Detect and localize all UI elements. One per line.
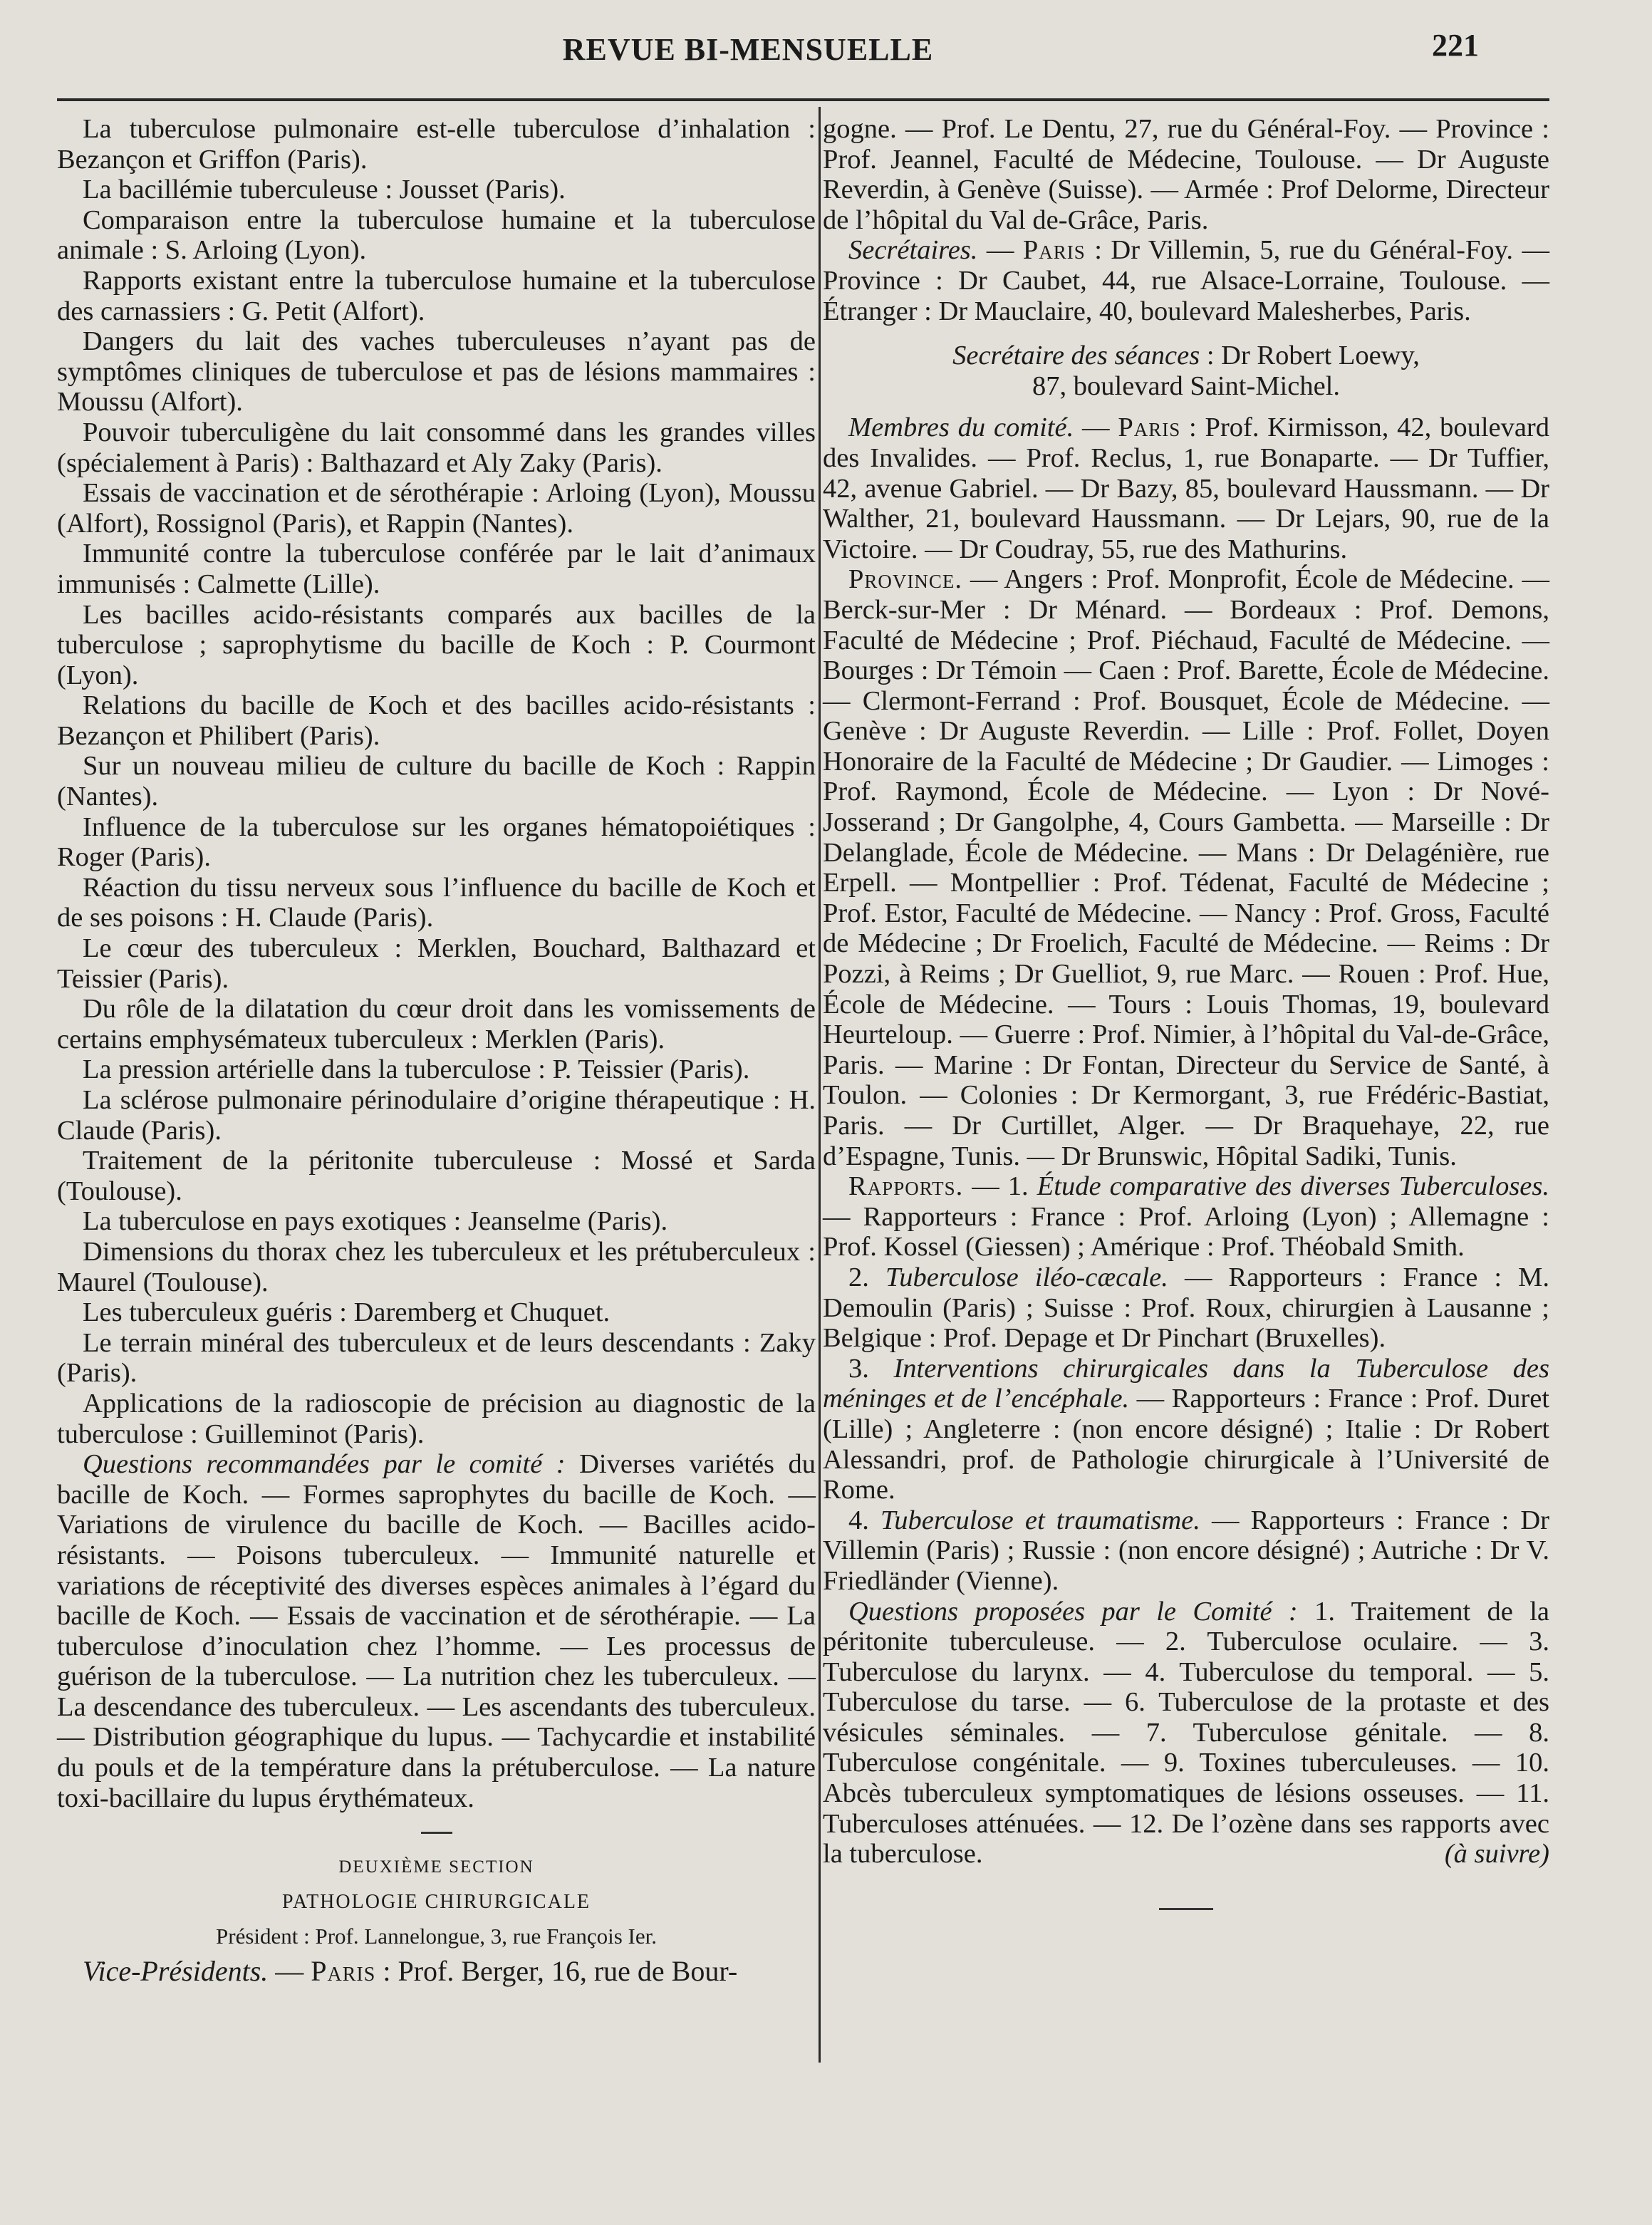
page-number: 221 <box>1432 28 1479 63</box>
left-column <box>57 114 816 1987</box>
secretaire-seances-label: Secrétaire des séances <box>952 341 1200 371</box>
proposed-questions <box>823 1597 1549 1869</box>
section-number: DEUXIÈME SECTION <box>338 1857 534 1877</box>
communication-item: Essais de vaccination et de sérothérapie : Arloing (Lyon), Moussu (Alfort), Rossignol (Paris), et Rappin (Nantes). <box>57 478 816 539</box>
section-president: Président : Prof. Lannelongue, 3, rue François Ier. <box>216 1924 657 1949</box>
communication-item: La sclérose pulmonaire périnodulaire d’origine thérapeutique : H. Claude (Paris). <box>57 1085 816 1146</box>
column-divider <box>819 107 821 2063</box>
communication-item: Relations du bacille de Koch et des bacilles acido-résistants : Bezançon et Philibert (Paris). <box>57 690 816 751</box>
communication-item: Le terrain minéral des tuberculeux et de leurs descendants : Zaky (Paris). <box>57 1327 816 1389</box>
rapport-4-title: Tuberculose et traumatisme. <box>880 1505 1200 1535</box>
communication-item: La tuberculose pulmonaire est-elle tuberculose d’inhalation : Bezançon et Griffon (Paris). <box>57 114 816 175</box>
vice-presidents-text: : Prof. Berger, 16, rue de Bour- <box>375 1955 738 1988</box>
membres-comite: Membres du comité. — Paris : Prof. Kirmisson, 42, boulevard des Invalides. — Prof. Reclus, 1, rue Bonaparte. — Dr Tuffier, 42, avenue Gabriel. — Dr Bazy, 85, boulevard Haussmann. — Dr Walther, 21, boulevard Haussmann. — Dr Lejars, 90, rue de la Victoire. — Dr Coudray, 55, rue des Mathurins. <box>823 413 1550 564</box>
vice-presidents-continued: gogne. — Prof. Le Dentu, 27, rue du Général-Foy. — Province : Prof. Jeannel, Faculté de Médecine, Toulouse. — Dr Auguste Reverdin, à Genève (Suisse). — Armée : Prof Delorme, Directeur de l’hôpital du Val de-Grâce, Paris. <box>823 114 1549 235</box>
recommended-questions <box>57 1449 816 1813</box>
communication-item: La bacillémie tuberculeuse : Jousset (Paris). <box>83 175 566 205</box>
communication-item: Dimensions du thorax chez les tuberculeux et les prétuberculeux : Maurel (Toulouse). <box>57 1236 816 1297</box>
secretaires-text: : Dr Villemin, 5, rue du Général-Foy. — Province : Dr Caubet, 44, rue Alsace-Lorraine, Toulouse. — Étranger : Dr Mauclaire, 40, boulevard Malesherbes, Paris. <box>823 235 1550 326</box>
vice-presidents: Vice-Présidents. — Paris : Prof. Berger, 16, rue de Bour- <box>83 1955 738 1988</box>
proposed-questions-label: Questions proposées par le Comité : <box>848 1596 1298 1627</box>
rapport-1-lead: — 1. <box>963 1171 1037 1202</box>
secretaire-seances <box>823 341 1549 371</box>
communication-item: Pouvoir tuberculigène du lait consommé dans les grandes villes (spécialement à Paris) : Balthazard et Aly Zaky (Paris). <box>57 417 816 478</box>
rapport-3-text: — Rapporteurs : France : Prof. Duret (Lille) ; Angleterre : (non encore désigné) ; Italie : Dr Robert Alessandri, prof. de Pathologie chirurgicale à l’Université de Rome. <box>823 1384 1549 1505</box>
secretaire-seances-line1: : Dr Robert Loewy, <box>1200 341 1420 371</box>
rapport-1-text: — Rapporteurs : France : Prof. Arloing (Lyon) ; Allemagne : Prof. Kossel (Giessen) ; Amérique : Prof. Théobald Smith. <box>823 1201 1549 1262</box>
rapport-3-title: Interventions chirurgicales dans la Tuberculose des méninges et de l’encéphale. <box>823 1353 1549 1414</box>
proposed-questions-text: 1. Traitement de la péritonite tuberculeuse. — 2. Tuberculose oculaire. — 3. Tuberculose du larynx. — 4. Tuberculose du temporal. — 5. Tuberculose du tarse. — 6. Tuberculose de la protaste et des vésicules séminales. — 7. Tuberculose génitale. — 8. Tuberculose congénitale. — 9. Toxines tuberculeuses. — 10. Abcès tuberculeux symptomatiques de lésions osseuses. — 11. Tuberculoses atténuées. — 12. De l’ozène dans ses rapports avec la tuberculose. <box>823 1596 1550 1869</box>
secretaire-seances-address: 87, boulevard Saint-Michel. <box>1032 370 1340 401</box>
communication-item: Le cœur des tuberculeux : Merklen, Bouchard, Balthazard et Teissier (Paris). <box>57 933 816 994</box>
communication-item: La pression artérielle dans la tuberculose : P. Teissier (Paris). <box>83 1054 750 1085</box>
communication-item: Influence de la tuberculose sur les organes hématopoiétiques : Roger (Paris). <box>57 811 816 873</box>
rapport-2 <box>823 1262 1549 1354</box>
secretaires-label: Secrétaires. <box>848 235 978 266</box>
communication-item: Traitement de la péritonite tuberculeuse : Mossé et Sarda (Toulouse). <box>57 1146 816 1206</box>
section-title: PATHOLOGIE CHIRURGICALE <box>281 1890 591 1913</box>
recommended-questions-label: Questions recommandées par le comité : <box>83 1449 566 1480</box>
rapport-4-lead: 4. <box>848 1505 880 1535</box>
communication-item: Sur un nouveau milieu de culture du bacille de Koch : Rappin (Nantes). <box>57 751 816 812</box>
communication-item: Dangers du lait des vaches tuberculeuses n’ayant pas de symptômes cliniques de tuberculose et pas de lésions mammaires : Moussu (Alfort). <box>57 326 816 417</box>
province-label: Province. <box>848 564 963 595</box>
rapport-1-title: Étude comparative des diverses Tuberculoses. <box>1037 1171 1550 1202</box>
membres-city: Paris <box>1118 413 1181 443</box>
right-column <box>823 114 1549 1910</box>
rapport-2-text: — Rapporteurs : France : M. Demoulin (Paris) ; Suisse : Prof. Roux, chirurgien à Lausanne ; Belgique : Prof. Depage et Dr Pinchart (Bruxelles). <box>823 1262 1549 1354</box>
rapport-2-title: Tuberculose iléo-cæcale. <box>885 1262 1168 1292</box>
vice-presidents-city: Paris <box>311 1955 376 1988</box>
rapport-4 <box>823 1505 1549 1597</box>
communication-item: Applications de la radioscopie de précision au diagnostic de la tuberculose : Guilleminot (Paris). <box>57 1388 816 1449</box>
rapports-label: Rapports. <box>848 1171 964 1202</box>
membres-province <box>823 564 1549 1171</box>
rapport-2-lead: 2. <box>848 1262 885 1292</box>
secretaires: Secrétaires. — Paris : Dr Villemin, 5, rue du Général-Foy. — Province : Dr Caubet, 44, rue Alsace-Lorraine, Toulouse. — Étranger : Dr Mauclaire, 40, boulevard Malesherbes, Paris. <box>823 235 1550 326</box>
vice-presidents-label: Vice-Présidents. <box>83 1955 269 1988</box>
communication-item: Comparaison entre la tuberculose humaine et la tuberculose animale : S. Arloing (Lyon). <box>57 204 816 266</box>
membres-label: Membres du comité. <box>848 413 1074 443</box>
rapport-3-lead: 3. <box>848 1353 894 1384</box>
province-text: — Angers : Prof. Monprofit, École de Médecine. — Berck-sur-Mer : Dr Ménard. — Bordeaux : Prof. Demons, Faculté de Médecine ; Prof. Piéchaud, Faculté de Médecine. — Bourges : Dr Témoin — Caen : Prof. Barette, École de Médecine. — Clermont-Ferrand : Prof. Bousquet, École de Médecine. — Genève : Dr Auguste Reverdin. — Lille : Prof. Follet, Doyen Honoraire de la Faculté de Médecine ; Dr Gaudier. — Limoges : Prof. Raymond, École de Médecine. — Lyon : Dr Nové-Josserand ; Dr Gangolphe, 4, Cours Gambetta. — Marseille : Dr Delanglade, École de Médecine. — Mans : Dr Delagénière, rue Erpell. — Montpellier : Prof. Tédenat, Faculté de Médecine ; Prof. Estor, Faculté de Médecine. — Nancy : Prof. Gross, Faculté de Médecine ; Dr Froelich, Faculté de Médecine. — Reims : Dr Pozzi, à Reims ; Dr Guelliot, 9, rue Marc. — Rouen : Prof. Hue, École de Médecine. — Tours : Louis Thomas, 19, boulevard Heurteloup. — Guerre : Prof. Nimier, à l’hôpital du Val-de-Grâce, Paris. — Marine : Dr Fontan, Directeur du Service de Santé, à Toulon. — Colonies : Dr Kermorgant, 3, rue Frédéric-Bastiat, Paris. — Dr Curtillet, Alger. — Dr Braquehaye, 22, rue d’Espagne, Tunis. — Dr Brunswic, Hôpital Sadiki, Tunis. <box>823 564 1549 1171</box>
communication-item: Réaction du tissu nerveux sous l’influence du bacille de Koch et de ses poisons : H. Claude (Paris). <box>57 872 816 933</box>
communication-item: La tuberculose en pays exotiques : Jeanselme (Paris). <box>83 1206 668 1237</box>
communication-item: Les bacilles acido-résistants comparés aux bacilles de la tuberculose ; saprophytisme du bacille de Koch : P. Courmont (Lyon). <box>57 599 816 690</box>
rapport-3 <box>823 1354 1549 1505</box>
rapport-4-text: — Rapporteurs : France : Dr Villemin (Paris) ; Russie : (non encore désigné) ; Autriche : Dr V. Friedländer (Vienne). <box>823 1505 1549 1596</box>
end-divider <box>1159 1908 1213 1910</box>
communication-item: Rapports existant entre la tuberculose humaine et la tuberculose des carnassiers : G. Petit (Alfort). <box>57 265 816 326</box>
rapport-1 <box>823 1171 1549 1262</box>
communication-item: Immunité contre la tuberculose conférée par le lait d’animaux immunisés : Calmette (Lille). <box>57 539 816 599</box>
section-divider <box>421 1832 452 1834</box>
header-rule <box>57 98 1549 101</box>
secretaires-city: Paris <box>1022 235 1086 266</box>
a-suivre: (à suivre) <box>1444 1839 1549 1869</box>
membres-text: : Prof. Kirmisson, 42, boulevard des Invalides. — Prof. Reclus, 1, rue Bonaparte. — Dr Tuffier, 42, avenue Gabriel. — Dr Bazy, 85, boulevard Haussmann. — Dr Walther, 21, boulevard Haussmann. — Dr Lejars, 90, rue de la Victoire. — Dr Coudray, 55, rue des Mathurins. <box>823 413 1550 564</box>
recommended-questions-text: Diverses variétés du bacille de Koch. — Formes saprophytes du bacille de Koch. — Variations de virulence du bacille de Koch. — Bacilles acido-résistants. — Poisons tuberculeux. — Immunité naturelle et variations de réceptivité des diverses espèces animales à l’égard du bacille de Koch. — Essais de vaccination et de sérothérapie. — La tuberculose d’inoculation chez l’homme. — Les processus de guérison de la tuberculose. — La nutrition chez les tuberculeux. — La descendance des tuberculeux. — Les ascendants des tuberculeux. — Distribution géographique du lupus. — Tachycardie et instabilité du pouls et de la température dans la prétuberculose. — La nature toxi-bacillaire du lupus érythémateux. <box>57 1449 816 1813</box>
communication-item: Du rôle de la dilatation du cœur droit dans les vomissements de certains emphysémateux tuberculeux : Merklen (Paris). <box>57 994 816 1054</box>
running-title: REVUE BI-MENSUELLE <box>562 32 934 67</box>
communication-item: Les tuberculeux guéris : Daremberg et Chuquet. <box>83 1297 611 1328</box>
